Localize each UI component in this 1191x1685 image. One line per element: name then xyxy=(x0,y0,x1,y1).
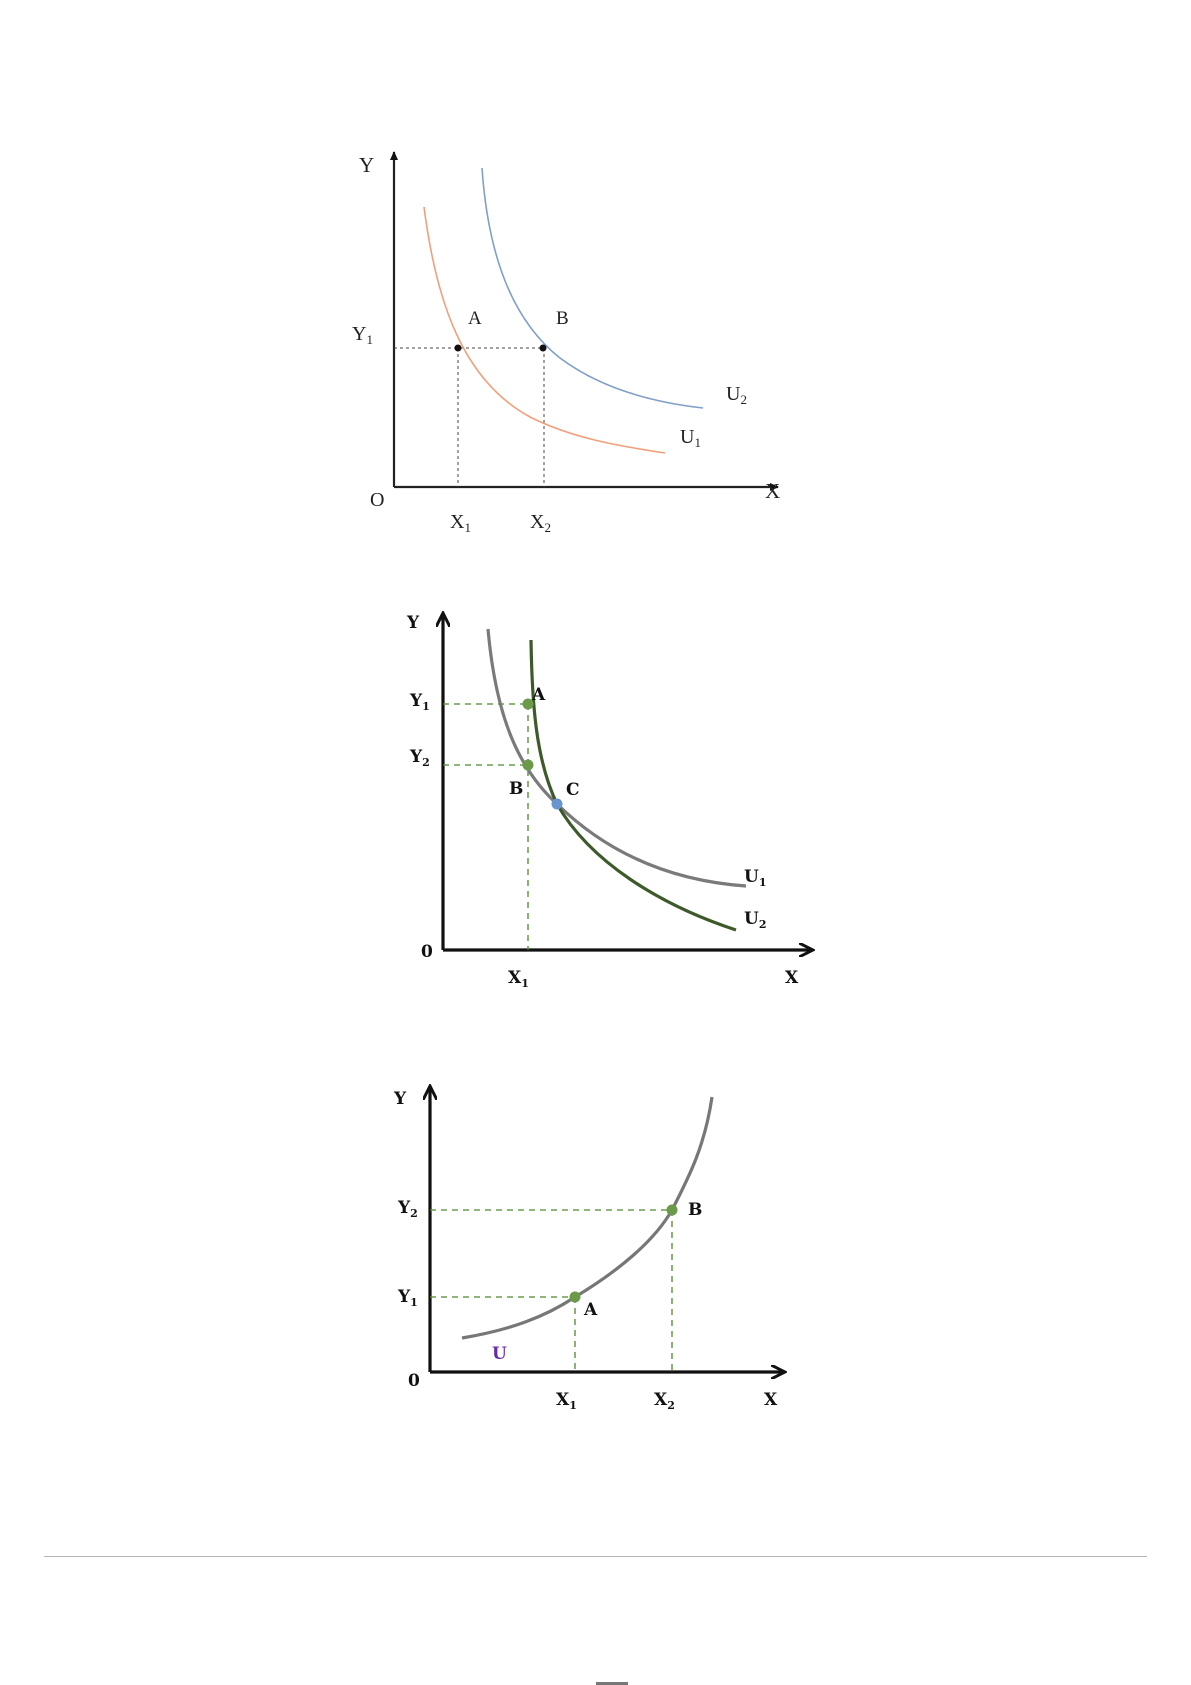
d2-y2-label: $Y_2$ xyxy=(410,747,430,769)
d1-point-a xyxy=(455,345,462,352)
d3-y1-label: $Y_1$ xyxy=(398,1287,418,1309)
d3-point-a-label: A xyxy=(584,1300,598,1320)
d2-point-a-label: A xyxy=(532,685,546,705)
d2-point-c-label: C xyxy=(566,780,580,800)
d3-y-axis-label: Y xyxy=(394,1089,407,1109)
d2-curve-u1 xyxy=(488,629,746,886)
footer-divider xyxy=(44,1556,1147,1557)
d3-x2-label: $X_2$ xyxy=(654,1390,675,1412)
diagram-1 xyxy=(352,152,780,535)
d3-point-b xyxy=(667,1205,678,1216)
d1-x1-label: $X_1$ xyxy=(450,511,471,535)
d2-point-b-label: B xyxy=(509,779,524,799)
d1-curve-u2 xyxy=(482,168,703,408)
d2-y-axis-label: Y xyxy=(407,613,420,633)
d2-curve-u1-label: $U_1$ xyxy=(744,867,767,889)
d1-point-a-label: A xyxy=(468,308,482,329)
d3-x1-label: $X_1$ xyxy=(556,1390,577,1412)
d1-x-axis-label: X xyxy=(765,479,781,503)
d2-y1-label: $Y_1$ xyxy=(410,691,430,713)
d3-origin-label: 0 xyxy=(408,1371,420,1391)
d1-y-axis-label: Y xyxy=(359,153,375,177)
d2-point-c xyxy=(552,799,563,810)
d2-curve-u2 xyxy=(531,640,736,930)
d1-point-b-label: B xyxy=(556,308,569,329)
d1-curve-u2-label: $U_2$ xyxy=(726,383,747,407)
d1-y1-label: $Y_1$ xyxy=(352,323,373,347)
d3-point-a xyxy=(570,1292,581,1303)
d2-point-b xyxy=(523,760,534,771)
diagram-3 xyxy=(393,1087,784,1412)
d3-point-b-label: B xyxy=(688,1200,703,1220)
d2-x-axis-label: X xyxy=(785,968,799,988)
d2-x1-label: $X_1$ xyxy=(508,968,529,990)
d1-x2-label: $X_2$ xyxy=(530,511,551,535)
d3-x-axis-label: X xyxy=(764,1390,778,1410)
d1-curve-u1-label: $U_1$ xyxy=(680,426,701,450)
d3-curve-u-label: U xyxy=(492,1344,507,1364)
d1-origin-label: O xyxy=(370,489,385,511)
d1-point-b xyxy=(540,345,547,352)
d2-curve-u2-label: $U_2$ xyxy=(744,909,767,931)
diagram-2 xyxy=(406,613,812,990)
d3-y2-label: $Y_2$ xyxy=(398,1198,418,1220)
d2-origin-label: 0 xyxy=(421,942,433,962)
